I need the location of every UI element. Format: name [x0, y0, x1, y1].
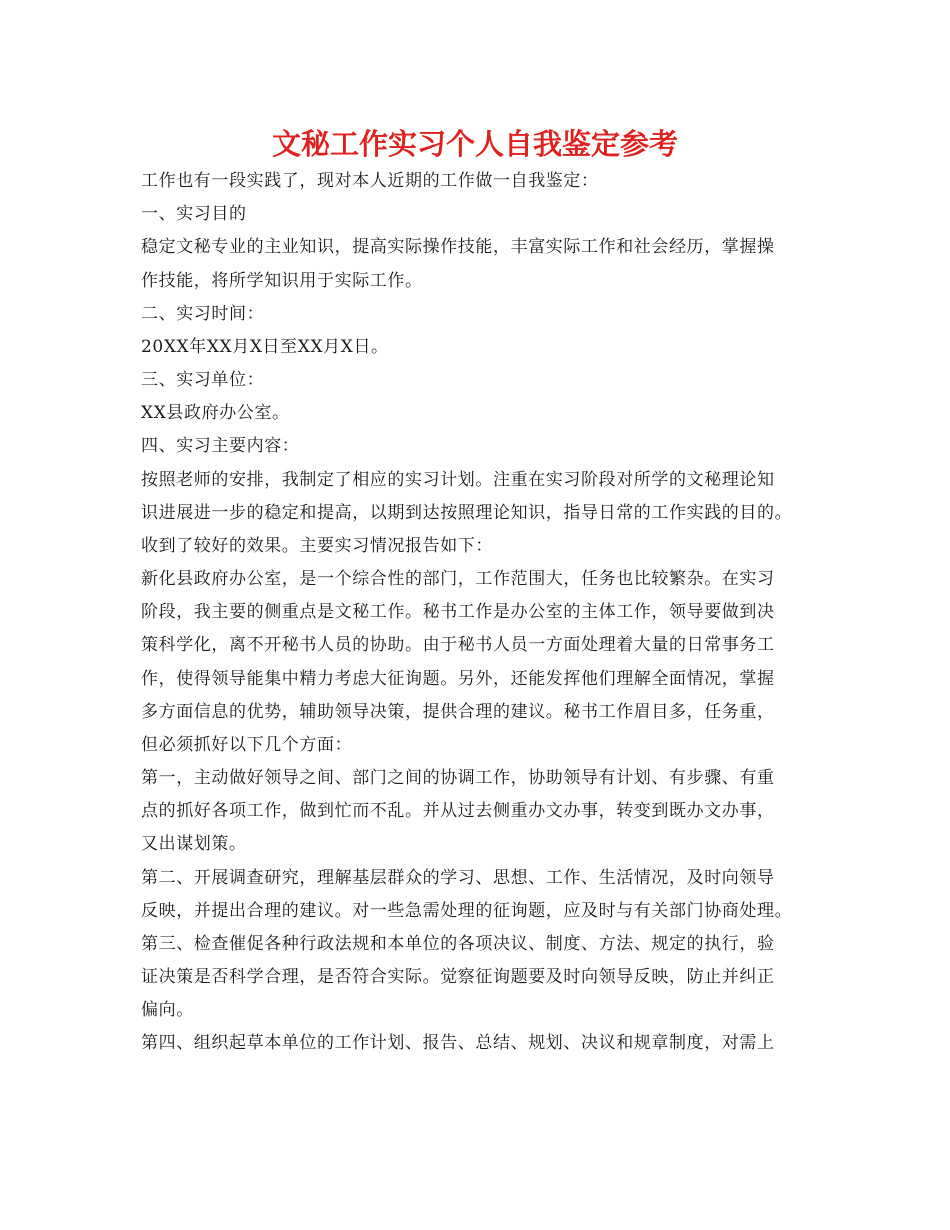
body-line: 点的抓好各项工作，做到忙而不乱。并从过去侧重办文办事，转变到既办文办事，	[141, 801, 775, 822]
body-line: 反映，并提出合理的建议。对一些急需处理的征询题，应及时与有关部门协商处理。	[141, 900, 793, 921]
body-line: 但必须抓好以下几个方面：	[141, 734, 353, 755]
body-line: 一、实习目的	[141, 204, 247, 225]
body-line: 二、实习时间：	[141, 303, 265, 324]
body-line: 第三、检查催促各种行政法规和本单位的各项决议、制度、方法、规定的执行，验	[141, 933, 775, 954]
body-line: XX县政府办公室。	[141, 403, 290, 424]
body-line: 作技能，将所学知识用于实际工作。	[141, 270, 423, 291]
body-line: 识进展进一步的稳定和提高，以期到达按照理论知识，指导日常的工作实践的目的。	[141, 502, 793, 523]
body-line: 第四、组织起草本单位的工作计划、报告、总结、规划、决议和规章制度，对需上	[141, 1033, 775, 1054]
body-line: 策科学化，离不开秘书人员的协助。由于秘书人员一方面处理着大量的日常事务工	[141, 635, 775, 656]
body-line: 多方面信息的优势，辅助领导决策，提供合理的建议。秘书工作眉目多，任务重，	[141, 701, 775, 722]
document-title: 文秘工作实习个人自我鉴定参考	[271, 127, 678, 161]
body-line: 阶段，我主要的侧重点是文秘工作。秘书工作是办公室的主体工作，领导要做到决	[141, 602, 775, 623]
body-line: 证决策是否科学合理，是否符合实际。觉察征询题要及时向领导反映，防止并纠正	[141, 967, 775, 988]
body-line: 20XX年XX月X日至XX月X日。	[141, 336, 389, 357]
body-line: 收到了较好的效果。主要实习情况报告如下：	[141, 535, 493, 556]
body-line: 偏向。	[141, 1000, 194, 1021]
body-line: 新化县政府办公室，是一个综合性的部门，工作范围大，任务也比较繁杂。在实习	[141, 569, 775, 590]
body-line: 又出谋划策。	[141, 834, 247, 855]
body-line: 第一，主动做好领导之间、部门之间的协调工作，协助领导有计划、有步骤、有重	[141, 768, 775, 789]
body-line: 四、实习主要内容：	[141, 436, 300, 457]
body-line: 作，使得领导能集中精力考虑大征询题。另外，还能发挥他们理解全面情况，掌握	[141, 668, 775, 689]
body-line: 稳定文秘专业的主业知识，提高实际操作技能，丰富实际工作和社会经历，掌握操	[141, 237, 775, 258]
body-line: 工作也有一段实践了，现对本人近期的工作做一自我鉴定：	[141, 171, 599, 191]
body-line: 第二、开展调查研究，理解基层群众的学习、思想、工作、生活情况，及时向领导	[141, 867, 775, 888]
document-body	[141, 166, 821, 1062]
body-line: 按照老师的安排，我制定了相应的实习计划。注重在实习阶段对所学的文秘理论知	[141, 469, 775, 490]
body-line: 三、实习单位：	[141, 370, 265, 391]
